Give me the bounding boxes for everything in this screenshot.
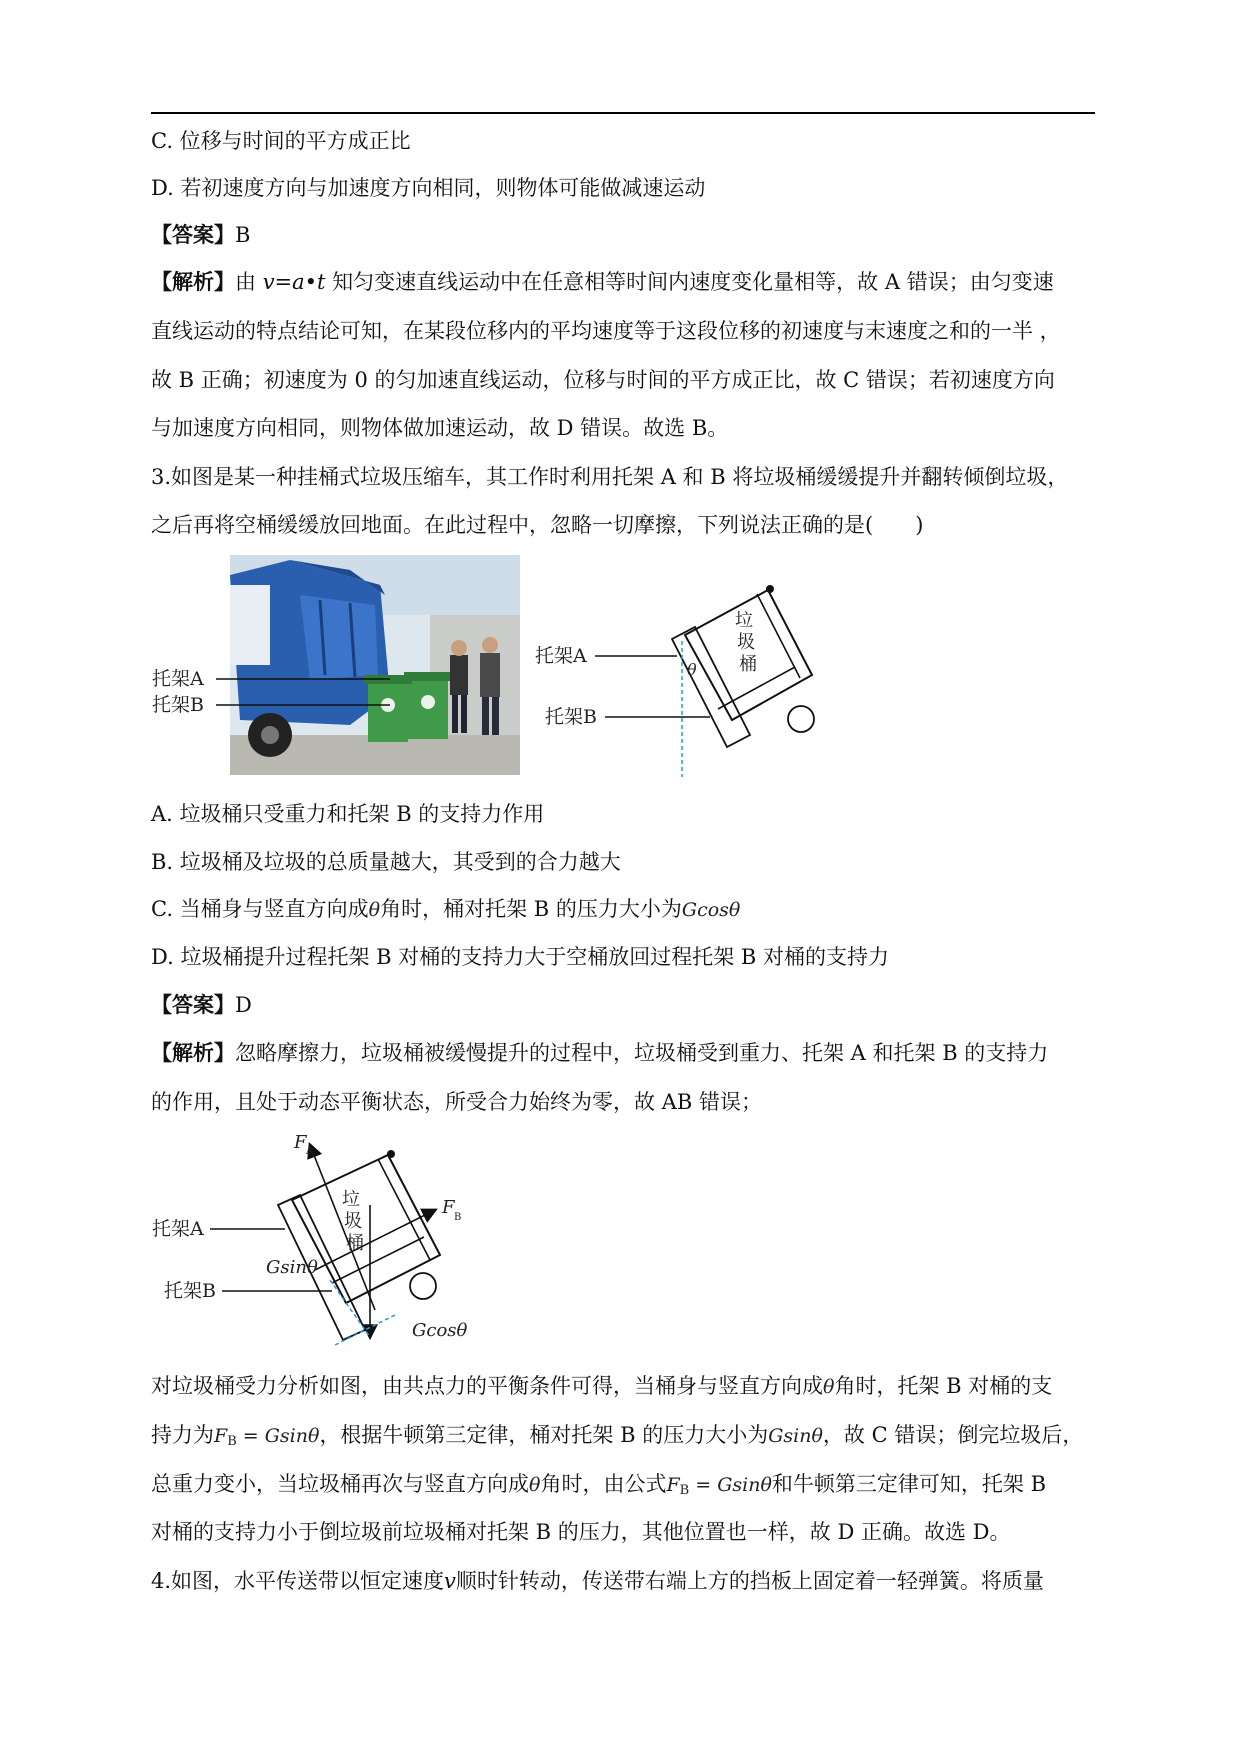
analysis-tag: 【解析】 [151, 1040, 235, 1065]
paragraph-text: 总重力变小，当垃圾桶再次与竖直方向成 [151, 1472, 529, 1496]
fig1-bin-char-1: 垃 [735, 610, 753, 631]
stem-text: 顺时针转动，传送带右端上方的挡板上固定着一轻弹簧。将质量 [455, 1569, 1044, 1593]
q3-answer [151, 991, 252, 1019]
fig2-label-a: 托架A [152, 1218, 204, 1240]
q3-analysis-line-2: 的作用，且处于动态平衡状态，所受合力始终为零，故 AB 错误； [151, 1090, 762, 1114]
theta-symbol: θ [368, 899, 381, 921]
fig2-label-b: 托架B [164, 1280, 216, 1302]
formula-eq: = Gsinθ [689, 1474, 772, 1496]
fig2-bin-char-2: 圾 [344, 1211, 362, 1232]
truck-photo [230, 555, 520, 775]
theta-symbol: θ [823, 1376, 835, 1398]
velocity-formula: v=a•t [262, 270, 326, 294]
gsin-component [330, 1280, 370, 1337]
formula-f: F [666, 1474, 680, 1496]
paragraph-text: ，根据牛顿第三定律，桶对托架 B 的压力大小为 [319, 1423, 769, 1447]
fig1-label-a: 托架A [152, 668, 204, 690]
fb-formula [214, 1425, 319, 1447]
q2-option-c: C. 位移与时间的平方成正比 [151, 129, 411, 153]
formula-f: F [214, 1425, 228, 1447]
fig1-bin-char-3: 桶 [739, 654, 757, 675]
paragraph-text: 对垃圾桶受力分析如图，由共点力的平衡条件可得，当桶身与竖直方向成 [151, 1374, 823, 1398]
q3-paragraph-line-4: 对桶的支持力小于倒垃圾前垃圾桶对托架 B 的压力，其他位置也一样，故 D 正确。故选 D。 [151, 1520, 1011, 1544]
q3-paragraph-line-1 [151, 1372, 1052, 1401]
force-diagram-svg [150, 1125, 490, 1350]
analysis-tag: 【解析】 [151, 269, 235, 294]
q3-option-c [151, 895, 740, 924]
q3-analysis-line-1 [151, 1039, 1048, 1067]
fig2-bin-char-3: 桶 [346, 1233, 364, 1254]
formula-sub: B [679, 1483, 690, 1498]
gcos-formula: Gcosθ [681, 899, 741, 921]
velocity-symbol: v [444, 1569, 456, 1593]
q3-option-d: D. 垃圾桶提升过程托架 B 对桶的支持力大于空桶放回过程托架 B 对桶的支持力 [151, 945, 890, 969]
q3-stem-line-2: 之后再将空桶缓缓放回地面。在此过程中，忽略一切摩擦，下列说法正确的是( ) [151, 513, 924, 537]
fb-sub: B [454, 1212, 462, 1223]
paragraph-text: 持力为 [151, 1423, 214, 1447]
gsin-formula: Gsinθ [768, 1425, 823, 1447]
q3-option-b: B. 垃圾桶及垃圾的总质量越大，其受到的合力越大 [151, 850, 621, 874]
paragraph-text: 角时，由公式 [540, 1472, 667, 1496]
analysis-text: 知匀变速直线运动中在任意相等时间内速度变化量相等，故 A 错误；由匀变速 [325, 270, 1054, 294]
fb-label: F [442, 1197, 455, 1218]
q3-option-a: A. 垃圾桶只受重力和托架 B 的支持力作用 [151, 802, 545, 826]
formula-sub: B [227, 1434, 237, 1449]
q3-force-diagram [150, 1125, 490, 1350]
q2-analysis-line-1 [151, 268, 1054, 296]
gsin-label: Gsinθ [266, 1257, 318, 1278]
answer-value: B [235, 223, 251, 247]
paragraph-text: 角时，托架 B 对桶的支 [834, 1374, 1053, 1398]
answer-tag: 【答案】 [151, 992, 235, 1017]
fig1-label-b: 托架B [152, 694, 204, 716]
header-rule [151, 112, 1095, 114]
theta-symbol: θ [529, 1474, 541, 1496]
stem-text: 4.如图，水平传送带以恒定速度 [151, 1569, 445, 1593]
fig1-schematic-label-a: 托架A [535, 645, 587, 667]
fa-sub: A [306, 1146, 314, 1157]
paragraph-text: 和牛顿第三定律可知，托架 B [771, 1472, 1046, 1496]
fig1-schematic-label-b: 托架B [545, 706, 597, 728]
truck-photo-and-schematic [150, 555, 830, 780]
q2-answer [151, 221, 250, 249]
formula-eq: = Gsinθ [236, 1425, 320, 1447]
q2-option-d: D. 若初速度方向与加速度方向相同，则物体可能做减速运动 [151, 176, 706, 200]
q3-stem-line-1: 3.如图是某一种挂桶式垃圾压缩车，其工作时利用托架 A 和 B 将垃圾桶缓缓提升并翻转倾倒垃圾， [151, 465, 1069, 489]
fig1-theta: θ [687, 660, 697, 679]
q3-paragraph-line-3 [151, 1470, 1046, 1505]
option-text: C. 当桶身与竖直方向成 [151, 897, 369, 921]
q2-analysis-line-3: 故 B 正确；初速度为 0 的匀加速直线运动，位移与时间的平方成正比，故 C 错误；若初速度方向 [151, 368, 1055, 392]
q4-stem-line-1 [151, 1567, 1044, 1595]
paragraph-text: ，故 C 错误；倒完垃圾后， [822, 1423, 1084, 1447]
answer-value: D [235, 993, 252, 1017]
answer-tag: 【答案】 [151, 222, 235, 247]
q2-analysis-line-4: 与加速度方向相同，则物体做加速运动，故 D 错误。故选 B。 [151, 416, 729, 440]
gcos-label: Gcosθ [412, 1320, 468, 1341]
analysis-text: 忽略摩擦力，垃圾桶被缓慢提升的过程中，垃圾桶受到重力、托架 A 和托架 B 的支持力 [235, 1041, 1049, 1065]
fig2-bin-char-1: 垃 [342, 1189, 360, 1210]
fig1-bin-char-2: 圾 [737, 632, 755, 653]
option-text: 角时，桶对托架 B 的压力大小为 [380, 897, 682, 921]
bin-schematic [672, 585, 814, 777]
q3-paragraph-line-2 [151, 1421, 1083, 1456]
fa-label: F [294, 1132, 307, 1153]
fb-formula [666, 1474, 771, 1496]
q2-analysis-line-2: 直线运动的特点结论可知，在某段位移内的平均速度等于这段位移的初速度与末速度之和的一半 ， [151, 319, 1061, 343]
analysis-text: 由 [235, 270, 263, 294]
q3-figure-1 [150, 555, 830, 780]
